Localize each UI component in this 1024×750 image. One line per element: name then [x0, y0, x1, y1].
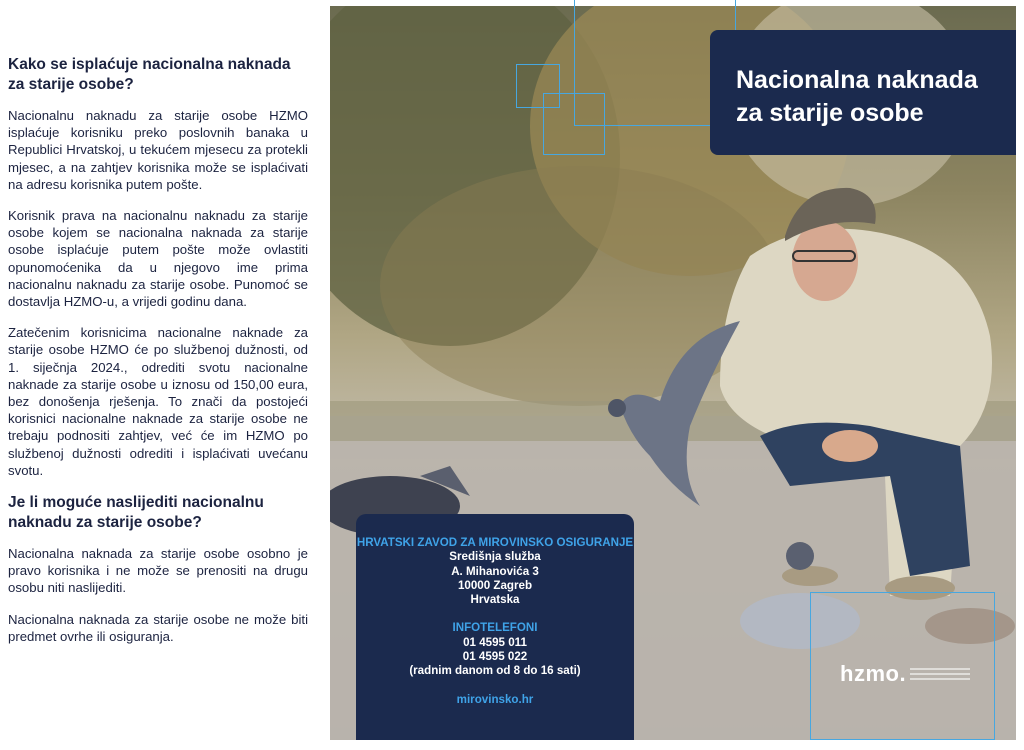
working-hours: (radnim danom od 8 do 16 sati): [409, 664, 581, 678]
paragraph-proxy: Korisnik prava na nacionalnu naknadu za starije osobe kojem se nacionalna naknada za starije osobe isplaćuje putem pošte može ovlastiti opunomoćenika da u njegovo ime prima nacionalnu naknadu za starije osobe. Punomoć se dostavlja HZMO-u, a vrijedi godinu dana.: [8, 208, 308, 310]
paragraph-no-seizure: Nacionalna naknada za starije osobe ne može biti predmet ovrhe ili osiguranja.: [8, 611, 308, 644]
title-line-2: za starije osobe: [736, 99, 924, 127]
org-name: HRVATSKI ZAVOD ZA MIROVINSKO OSIGURANJE: [356, 536, 634, 549]
title-banner: [710, 30, 1016, 155]
article-column: [8, 55, 308, 659]
info-phones-label: INFOTELEFONI: [452, 621, 538, 635]
paragraph-personal-right: Nacionalna naknada za starije osobe osobno je pravo korisnika i ne može se prenositi na drugu osobu niti naslijediti.: [8, 546, 308, 596]
country: Hrvatska: [470, 593, 520, 607]
heading-inheritance: Je li moguće naslijediti nacionalnu naknadu za starije osobe?: [8, 494, 264, 532]
office-name: Središnja služba: [449, 550, 541, 564]
hzmo-logo: hzmo.: [840, 661, 907, 686]
website-link[interactable]: mirovinsko.hr: [456, 692, 534, 706]
title-line-1: Nacionalna naknada: [736, 66, 978, 94]
paragraph-existing-users: Zatečenim korisnicima nacionalne naknade za starije osobe HZMO će po službenoj dužnosti, od 1. siječnja 2024., odrediti svotu nacionalne naknade za starije osobe u iznosu od 150,00 eura, bez donošenja rješenja. To znači da postojeći korisnici nacionalne naknade za starije osobe ne trebaju podnositi zahtjev, već će im HZMO po službenoj dužnosti odrediti i isplaćivati uvećanu svotu.: [8, 325, 308, 478]
phone-1: 01 4595 011: [463, 635, 527, 649]
logo-subtitle-lines: [910, 668, 970, 683]
contact-card: [356, 514, 634, 740]
street-address: A. Mihanovića 3: [451, 564, 539, 578]
city-address: 10000 Zagreb: [457, 578, 533, 592]
phone-2: 01 4595 022: [462, 650, 528, 664]
heading-payment: Kako se isplaćuje nacionalna naknada za starije osobe?: [8, 56, 291, 93]
paragraph-payment: Nacionalnu naknadu za starije osobe HZMO isplaćuje korisniku preko poslovnih banaka u Republici Hrvatskoj, u tekućem mjesecu za protekli mjesec, a na zahtjev korisnika može se isplaćivati na adresu korisnika putem pošte.: [8, 108, 308, 192]
